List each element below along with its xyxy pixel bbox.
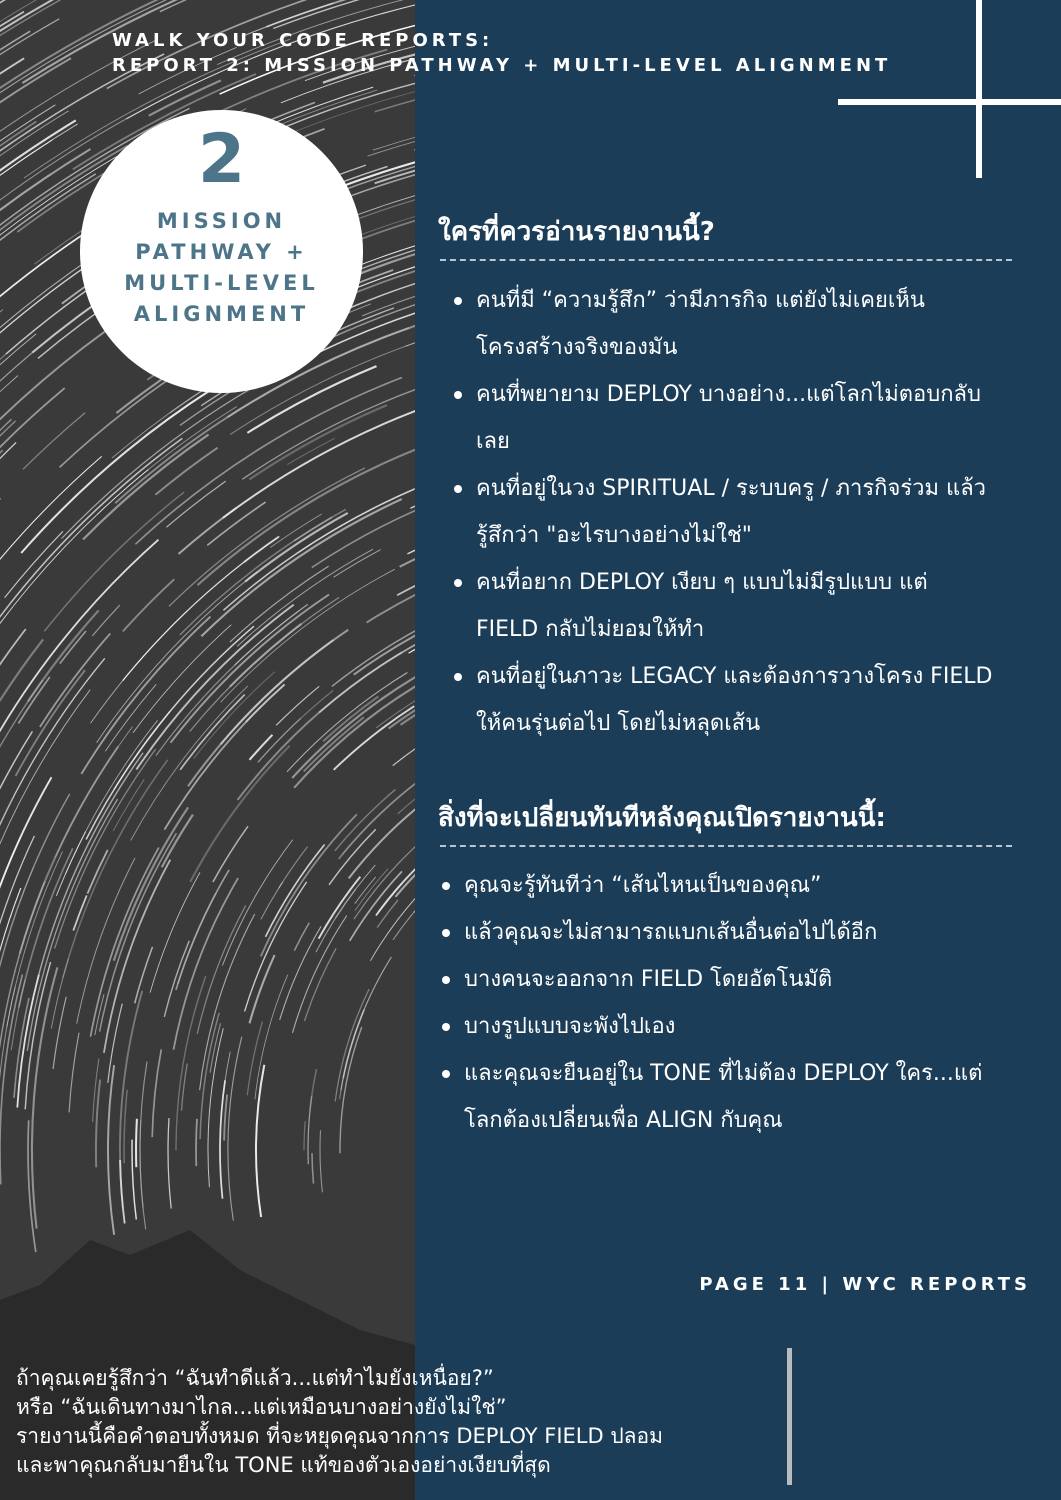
badge-title-line: MISSION [156,209,287,233]
list-item [440,1003,1050,1050]
header-line-1: WALK YOUR CODE REPORTS: [112,30,494,51]
closing-line: รายงานนี้คือคำตอบทั้งหมด ที่จะหยุดคุณจากการ DEPLOY FIELD ปลอม [16,1424,664,1448]
list-item-text: คนที่มี “ความรู้สึก” ว่ามีภารกิจ แต่ยังไม่เคยเห็น [476,288,925,313]
closing-line: และพาคุณกลับมายืนใน TONE แท้ของตัวเองอย่างเงียบที่สุด [16,1453,551,1477]
list-item-text: และคุณจะยืนอยู่ใน TONE ที่ไม่ต้อง DEPLOY ใคร...แต่ [464,1061,983,1086]
list-item-text: ให้คนรุ่นต่อไป โดยไม่หลุดเส้น [476,711,761,736]
list-item [440,1050,1050,1144]
list-item-text: บางรูปแบบจะพังไปเอง [464,1014,676,1039]
report-badge [80,110,363,393]
list-item-text: บางคนจะออกจาก FIELD โดยอัตโนมัติ [464,967,833,992]
badge-title [100,206,343,330]
section-1-list [452,277,1052,747]
list-item [440,956,1050,1003]
closing-line: หรือ “ฉันเดินทางมาไกล...แต่เหมือนบางอย่างยังไม่ใช่” [16,1395,507,1419]
badge-title-line: ALIGNMENT [133,302,310,326]
section-1-title: ใครที่ควรอ่านรายงานนี้? [438,217,715,247]
report-header [112,28,891,78]
badge-number: 2 [197,120,246,199]
section-1-divider [440,259,1012,261]
footer-vertical-divider [787,1348,792,1485]
section-2-list [440,862,1050,1144]
list-item-text: FIELD กลับไม่ยอมให้ทำ [476,617,705,642]
list-item [440,862,1050,909]
cross-vertical-line [976,0,982,178]
list-item-text: คนที่พยายาม DEPLOY บางอย่าง...แต่โลกไม่ตอบกลับ [476,382,981,407]
list-item-text: โลกต้องเปลี่ยนเพื่อ ALIGN กับคุณ [464,1108,783,1133]
list-item [452,559,1052,653]
list-item [452,653,1052,747]
list-item-text: คนที่อยู่ในภาวะ LEGACY และต้องการวางโครง FIELD [476,664,993,689]
section-2-title: สิ่งที่จะเปลี่ยนทันทีหลังคุณเปิดรายงานนี้: [438,803,886,833]
list-item-text: โครงสร้างจริงของมัน [476,335,678,360]
list-item [452,465,1052,559]
list-item-text: แล้วคุณจะไม่สามารถแบกเส้นอื่นต่อไปได้อีก [464,920,878,945]
header-line-2: REPORT 2: MISSION PATHWAY + MULTI-LEVEL ALIGNMENT [112,55,892,76]
list-item [452,277,1052,371]
cross-horizontal-line [838,99,1061,105]
list-item-text: เลย [476,429,510,454]
badge-title-line: MULTI-LEVEL [124,271,319,295]
closing-paragraph [16,1364,786,1480]
list-item-text: คุณจะรู้ทันทีว่า “เส้นไหนเป็นของคุณ” [464,873,822,898]
closing-line: ถ้าคุณเคยรู้สึกว่า “ฉันทำดีแล้ว...แต่ทำไมยังเหนื่อย?” [16,1366,494,1390]
section-2-divider [440,845,1012,847]
list-item [440,909,1050,956]
page-number-label: PAGE 11 | WYC REPORTS [699,1274,1031,1295]
list-item-text: คนที่อยู่ในวง SPIRITUAL / ระบบครู / ภารกิจร่วม แล้ว [476,476,987,501]
list-item-text: รู้สึกว่า "อะไรบางอย่างไม่ใช่" [476,523,752,548]
list-item [452,371,1052,465]
list-item-text: คนที่อยาก DEPLOY เงียบ ๆ แบบไม่มีรูปแบบ แต่ [476,570,928,595]
badge-title-line: PATHWAY + [135,240,308,264]
